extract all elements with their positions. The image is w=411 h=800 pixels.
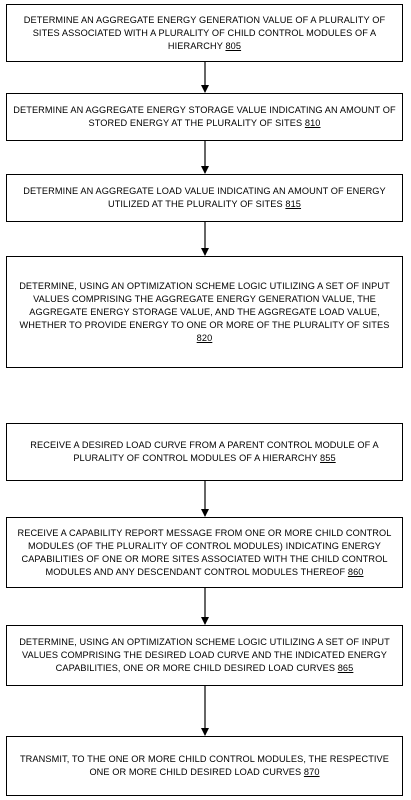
step-815-box — [6, 174, 403, 222]
step-870-text: TRANSMIT, TO THE ONE OR MORE CHILD CONTROL MODULES, THE RESPECTIVE ONE OR MORE CHILD DESIRED LOAD CURVES — [19, 754, 390, 777]
step-860-box — [6, 517, 403, 588]
step-855-label — [13, 439, 396, 465]
step-805-label — [13, 14, 396, 53]
step-870-ref: 870 — [303, 767, 320, 777]
step-820-ref: 820 — [196, 332, 213, 343]
step-855-ref: 855 — [320, 453, 336, 463]
step-870-box — [6, 736, 403, 796]
step-860-label — [13, 527, 396, 579]
step-815-text: DETERMINE AN AGGREGATE LOAD VALUE INDICATING AN AMOUNT OF ENERGY UTILIZED AT THE PLURALITY OF SITES — [23, 186, 386, 209]
step-855-box — [6, 423, 403, 481]
step-865-box — [6, 625, 403, 686]
step-860-text: RECEIVE A CAPABILITY REPORT MESSAGE FROM ONE OR MORE CHILD CONTROL MODULES (OF THE PLURALITY OF CONTROL MODULES) INDICATING ENERGY CAPABILITIES OF ONE OR MORE SITES ASSOCIATED WITH THE CHILD CONTROL MODULES AND ANY DESCENDANT CONTROL MODULES THEREOF — [17, 527, 392, 577]
step-820-label — [13, 280, 396, 345]
step-805-box — [6, 4, 403, 62]
step-810-box — [6, 93, 403, 141]
step-810-label — [13, 104, 396, 130]
step-865-label — [13, 636, 396, 675]
step-805-ref: 805 — [225, 40, 242, 51]
step-820-box — [6, 256, 403, 368]
step-855-text: RECEIVE A DESIRED LOAD CURVE FROM A PARENT CONTROL MODULE OF A PLURALITY OF CONTROL MODULES OF A HIERARCHY — [30, 440, 379, 463]
step-815-label — [13, 185, 396, 211]
step-810-ref: 810 — [304, 118, 321, 128]
step-815-ref: 815 — [285, 199, 302, 209]
step-810-text: DETERMINE AN AGGREGATE ENERGY STORAGE VALUE INDICATING AN AMOUNT OF STORED ENERGY AT THE PLURALITY OF SITES — [13, 105, 396, 128]
step-805-text: DETERMINE AN AGGREGATE ENERGY GENERATION VALUE OF A PLURALITY OF SITES ASSOCIATED WITH A PLURALITY OF CHILD CONTROL MODULES OF A HIERARCHY — [23, 14, 386, 51]
step-865-text: DETERMINE, USING AN OPTIMIZATION SCHEME LOGIC UTILIZING A SET OF INPUT VALUES COMPRISING THE DESIRED LOAD CURVE AND THE INDICATED ENERGY CAPABILITIES, ONE OR MORE CHILD DESIRED LOAD CURVES — [19, 637, 390, 673]
step-870-label — [13, 753, 396, 779]
step-860-ref: 860 — [347, 566, 364, 577]
step-865-ref: 865 — [337, 663, 354, 673]
step-820-text: DETERMINE, USING AN OPTIMIZATION SCHEME LOGIC UTILIZING A SET OF INPUT VALUES COMPRISING THE AGGREGATE ENERGY GENERATION VALUE, THE AGGREGATE ENERGY STORAGE VALUE, AND THE AGGREGATE LOAD VALUE, WHETHER TO PROVIDE ENERGY TO ONE OR MORE OF THE PLURALITY OF SITES — [19, 280, 390, 330]
